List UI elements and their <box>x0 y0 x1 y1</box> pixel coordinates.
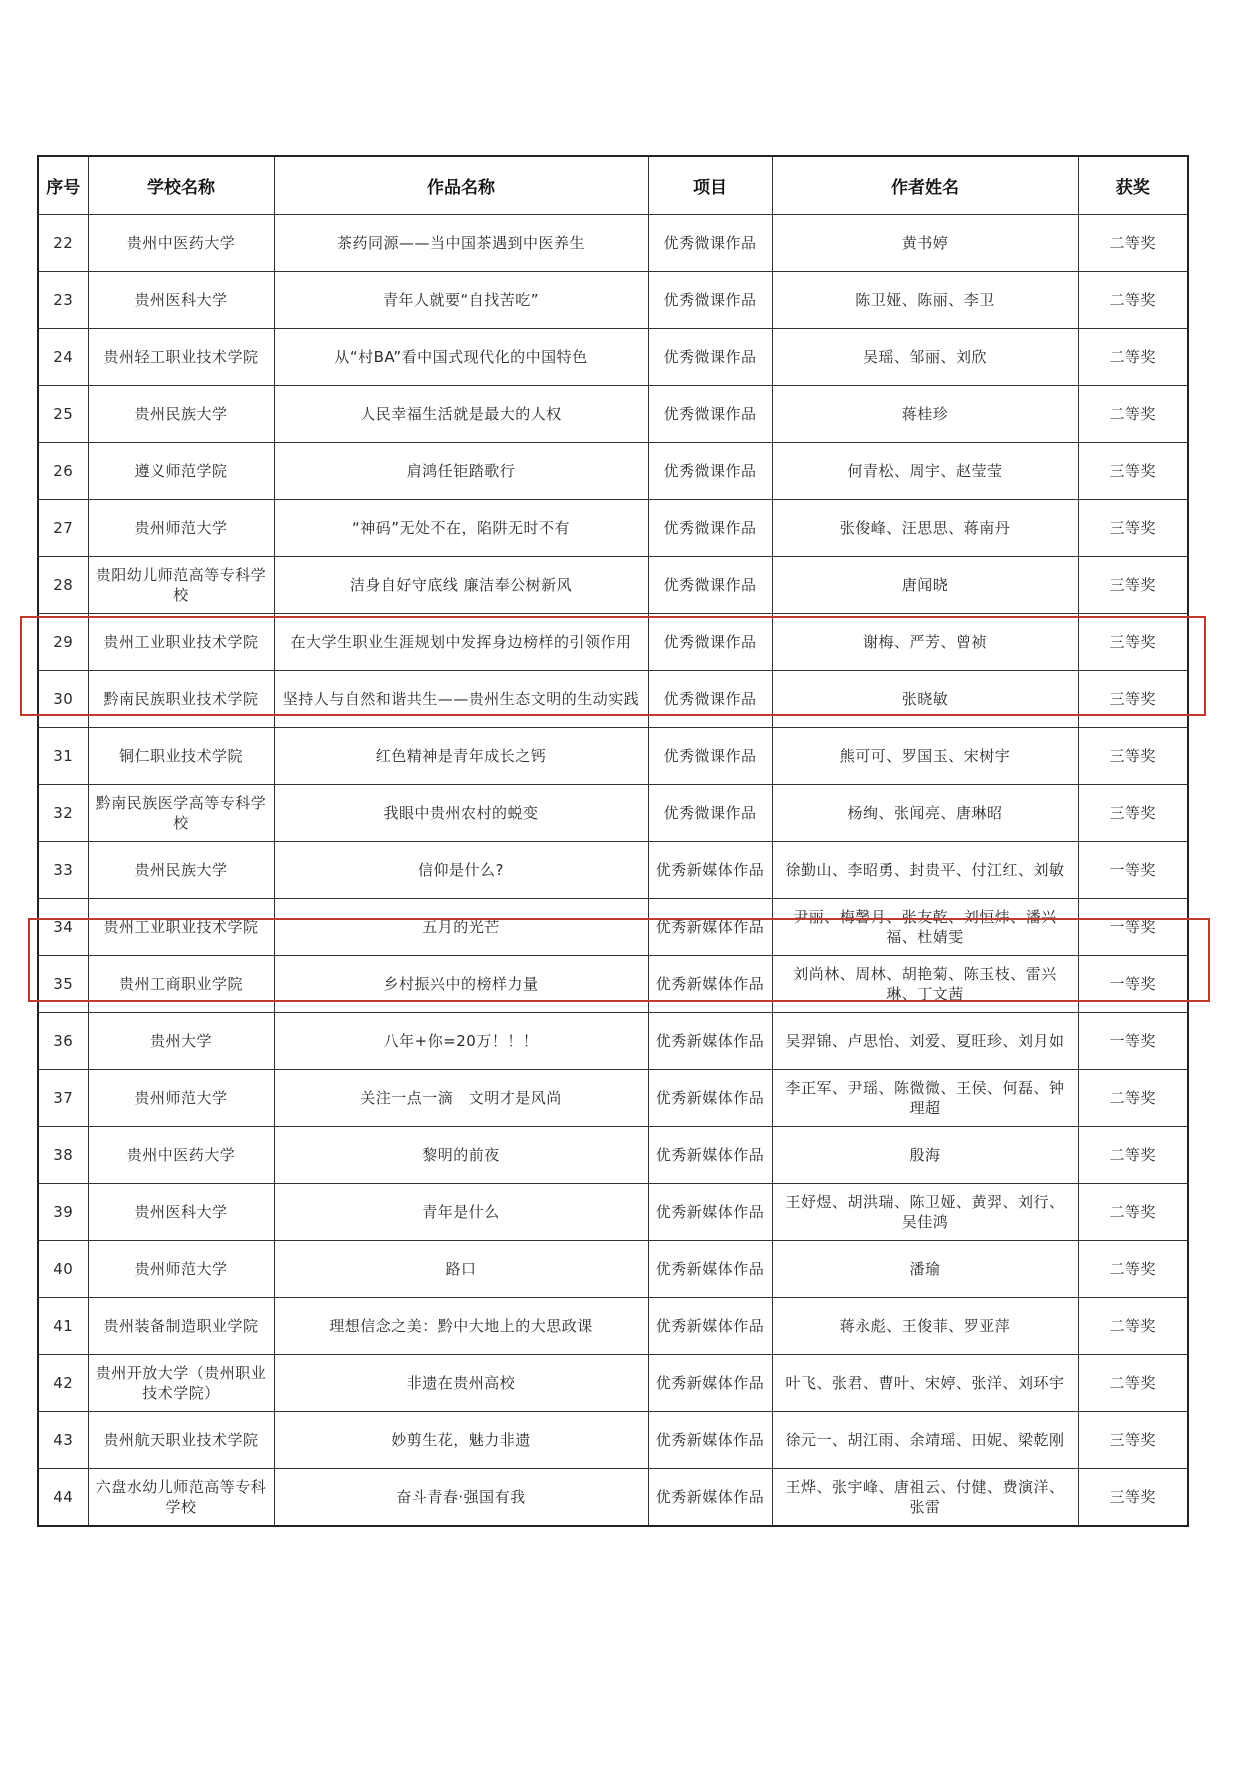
cell-no: 40 <box>38 1241 88 1298</box>
cell-work: 洁身自好守底线 廉洁奉公树新风 <box>274 557 648 614</box>
cell-project: 优秀微课作品 <box>648 671 772 728</box>
cell-authors: 黄书婷 <box>772 215 1078 272</box>
cell-school: 贵州中医药大学 <box>88 215 274 272</box>
table-row <box>38 1013 1188 1070</box>
cell-school: 贵州工业职业技术学院 <box>88 899 274 956</box>
cell-school: 贵州大学 <box>88 1013 274 1070</box>
cell-award: 二等奖 <box>1078 1127 1188 1184</box>
cell-authors: 陈卫娅、陈丽、李卫 <box>772 272 1078 329</box>
cell-authors: 刘尚林、周林、胡艳菊、陈玉枝、雷兴琳、丁文茜 <box>772 956 1078 1013</box>
cell-work: 青年是什么 <box>274 1184 648 1241</box>
cell-award: 三等奖 <box>1078 728 1188 785</box>
cell-award: 一等奖 <box>1078 899 1188 956</box>
cell-award: 二等奖 <box>1078 1070 1188 1127</box>
cell-project: 优秀新媒体作品 <box>648 899 772 956</box>
cell-school: 贵州开放大学（贵州职业技术学院） <box>88 1355 274 1412</box>
header-work: 作品名称 <box>274 156 648 215</box>
cell-no: 24 <box>38 329 88 386</box>
cell-project: 优秀新媒体作品 <box>648 1013 772 1070</box>
header-row <box>38 156 1188 215</box>
cell-project: 优秀微课作品 <box>648 386 772 443</box>
cell-no: 23 <box>38 272 88 329</box>
cell-project: 优秀新媒体作品 <box>648 1184 772 1241</box>
cell-no: 41 <box>38 1298 88 1355</box>
cell-authors: 殷海 <box>772 1127 1078 1184</box>
cell-authors: 张晓敏 <box>772 671 1078 728</box>
cell-no: 38 <box>38 1127 88 1184</box>
cell-no: 42 <box>38 1355 88 1412</box>
cell-authors: 吴羿锦、卢思怡、刘爱、夏旺珍、刘月如 <box>772 1013 1078 1070</box>
cell-authors: 王烨、张宇峰、唐祖云、付健、费演洋、张雷 <box>772 1469 1078 1527</box>
cell-award: 一等奖 <box>1078 1013 1188 1070</box>
cell-school: 贵州民族大学 <box>88 386 274 443</box>
cell-project: 优秀微课作品 <box>648 215 772 272</box>
cell-school: 贵州医科大学 <box>88 272 274 329</box>
cell-work: 奋斗青春·强国有我 <box>274 1469 648 1527</box>
cell-work: 非遗在贵州高校 <box>274 1355 648 1412</box>
cell-work: 八年+你=20万！！！ <box>274 1013 648 1070</box>
cell-authors: 徐勤山、李昭勇、封贵平、付江红、刘敏 <box>772 842 1078 899</box>
cell-authors: 尹丽、梅馨月、张友乾、刘恒炜、潘兴福、杜婧雯 <box>772 899 1078 956</box>
cell-no: 28 <box>38 557 88 614</box>
table-row <box>38 1469 1188 1527</box>
cell-work: 人民幸福生活就是最大的人权 <box>274 386 648 443</box>
cell-award: 一等奖 <box>1078 842 1188 899</box>
cell-project: 优秀微课作品 <box>648 329 772 386</box>
cell-school: 贵州装备制造职业学院 <box>88 1298 274 1355</box>
cell-work: 我眼中贵州农村的蜕变 <box>274 785 648 842</box>
cell-award: 一等奖 <box>1078 956 1188 1013</box>
cell-school: 贵州民族大学 <box>88 842 274 899</box>
table-row <box>38 1355 1188 1412</box>
cell-work: 妙剪生花，魅力非遗 <box>274 1412 648 1469</box>
table-row <box>38 1298 1188 1355</box>
cell-no: 27 <box>38 500 88 557</box>
cell-work: 乡村振兴中的榜样力量 <box>274 956 648 1013</box>
cell-authors: 徐元一、胡江雨、余靖瑶、田妮、梁乾刚 <box>772 1412 1078 1469</box>
header-no: 序号 <box>38 156 88 215</box>
cell-no: 44 <box>38 1469 88 1527</box>
cell-award: 二等奖 <box>1078 1298 1188 1355</box>
cell-project: 优秀新媒体作品 <box>648 1355 772 1412</box>
cell-project: 优秀微课作品 <box>648 443 772 500</box>
table-row <box>38 671 1188 728</box>
cell-project: 优秀新媒体作品 <box>648 1070 772 1127</box>
cell-project: 优秀微课作品 <box>648 557 772 614</box>
cell-work: 坚持人与自然和谐共生——贵州生态文明的生动实践 <box>274 671 648 728</box>
cell-award: 二等奖 <box>1078 1355 1188 1412</box>
cell-no: 35 <box>38 956 88 1013</box>
cell-project: 优秀新媒体作品 <box>648 1469 772 1527</box>
cell-project: 优秀微课作品 <box>648 614 772 671</box>
cell-award: 二等奖 <box>1078 329 1188 386</box>
cell-no: 43 <box>38 1412 88 1469</box>
table-row <box>38 785 1188 842</box>
cell-project: 优秀新媒体作品 <box>648 1412 772 1469</box>
cell-no: 30 <box>38 671 88 728</box>
cell-work: 黎明的前夜 <box>274 1127 648 1184</box>
cell-project: 优秀微课作品 <box>648 728 772 785</box>
table-row <box>38 386 1188 443</box>
cell-authors: 熊可可、罗国玉、宋树宇 <box>772 728 1078 785</box>
table-row <box>38 614 1188 671</box>
cell-authors: 杨绚、张闻亮、唐琳昭 <box>772 785 1078 842</box>
cell-work: 青年人就要“自找苦吃” <box>274 272 648 329</box>
cell-work: 在大学生职业生涯规划中发挥身边榜样的引领作用 <box>274 614 648 671</box>
header-project: 项目 <box>648 156 772 215</box>
table-row <box>38 1127 1188 1184</box>
cell-award: 二等奖 <box>1078 215 1188 272</box>
cell-school: 贵州工商职业学院 <box>88 956 274 1013</box>
cell-no: 37 <box>38 1070 88 1127</box>
cell-award: 三等奖 <box>1078 1469 1188 1527</box>
cell-work: 五月的光芒 <box>274 899 648 956</box>
cell-authors: 吴瑶、邹丽、刘欣 <box>772 329 1078 386</box>
cell-work: 从“村BA”看中国式现代化的中国特色 <box>274 329 648 386</box>
cell-work: 红色精神是青年成长之钙 <box>274 728 648 785</box>
cell-award: 三等奖 <box>1078 500 1188 557</box>
cell-school: 遵义师范学院 <box>88 443 274 500</box>
cell-authors: 蒋永彪、王俊菲、罗亚萍 <box>772 1298 1078 1355</box>
table-row <box>38 443 1188 500</box>
table-row <box>38 956 1188 1013</box>
cell-school: 贵阳幼儿师范高等专科学校 <box>88 557 274 614</box>
table-row <box>38 215 1188 272</box>
cell-school: 贵州轻工职业技术学院 <box>88 329 274 386</box>
cell-no: 34 <box>38 899 88 956</box>
cell-project: 优秀微课作品 <box>648 272 772 329</box>
cell-school: 贵州中医药大学 <box>88 1127 274 1184</box>
cell-school: 贵州医科大学 <box>88 1184 274 1241</box>
cell-work: 信仰是什么? <box>274 842 648 899</box>
cell-authors: 叶飞、张君、曹叶、宋婷、张洋、刘环宇 <box>772 1355 1078 1412</box>
table-row <box>38 1241 1188 1298</box>
cell-school: 贵州师范大学 <box>88 1241 274 1298</box>
cell-school: 贵州师范大学 <box>88 500 274 557</box>
table-row <box>38 728 1188 785</box>
cell-project: 优秀新媒体作品 <box>648 1127 772 1184</box>
awards-table <box>37 155 1189 1527</box>
cell-award: 二等奖 <box>1078 1241 1188 1298</box>
cell-authors: 蒋桂珍 <box>772 386 1078 443</box>
cell-no: 36 <box>38 1013 88 1070</box>
cell-authors: 张俊峰、汪思思、蒋南丹 <box>772 500 1078 557</box>
table-row <box>38 1184 1188 1241</box>
cell-no: 32 <box>38 785 88 842</box>
cell-work: 路口 <box>274 1241 648 1298</box>
table-row <box>38 557 1188 614</box>
header-award: 获奖 <box>1078 156 1188 215</box>
table-row <box>38 842 1188 899</box>
table-row <box>38 500 1188 557</box>
table-row <box>38 899 1188 956</box>
cell-project: 优秀微课作品 <box>648 500 772 557</box>
cell-work: 肩鸿任钜踏歌行 <box>274 443 648 500</box>
cell-school: 贵州航天职业技术学院 <box>88 1412 274 1469</box>
cell-no: 29 <box>38 614 88 671</box>
cell-authors: 李正军、尹瑶、陈微微、王侯、何磊、钟理超 <box>772 1070 1078 1127</box>
cell-no: 31 <box>38 728 88 785</box>
cell-project: 优秀新媒体作品 <box>648 956 772 1013</box>
table-row <box>38 329 1188 386</box>
cell-award: 二等奖 <box>1078 386 1188 443</box>
cell-work: 关注一点一滴 文明才是风尚 <box>274 1070 648 1127</box>
cell-authors: 潘瑜 <box>772 1241 1078 1298</box>
cell-no: 26 <box>38 443 88 500</box>
cell-project: 优秀新媒体作品 <box>648 842 772 899</box>
cell-authors: 谢梅、严芳、曾祯 <box>772 614 1078 671</box>
cell-authors: 王妤煜、胡洪瑞、陈卫娅、黄羿、刘行、吴佳鸿 <box>772 1184 1078 1241</box>
cell-award: 三等奖 <box>1078 557 1188 614</box>
cell-award: 三等奖 <box>1078 671 1188 728</box>
table-row <box>38 1412 1188 1469</box>
cell-award: 三等奖 <box>1078 1412 1188 1469</box>
header-authors: 作者姓名 <box>772 156 1078 215</box>
cell-authors: 唐闻晓 <box>772 557 1078 614</box>
header-school: 学校名称 <box>88 156 274 215</box>
cell-authors: 何青松、周宇、赵莹莹 <box>772 443 1078 500</box>
table-row <box>38 1070 1188 1127</box>
cell-work: “神码”无处不在，陷阱无时不有 <box>274 500 648 557</box>
cell-school: 黔南民族职业技术学院 <box>88 671 274 728</box>
cell-no: 22 <box>38 215 88 272</box>
table-row <box>38 272 1188 329</box>
cell-school: 贵州工业职业技术学院 <box>88 614 274 671</box>
cell-award: 三等奖 <box>1078 443 1188 500</box>
cell-award: 三等奖 <box>1078 785 1188 842</box>
cell-work: 茶药同源——当中国茶遇到中医养生 <box>274 215 648 272</box>
cell-work: 理想信念之美：黔中大地上的大思政课 <box>274 1298 648 1355</box>
cell-no: 33 <box>38 842 88 899</box>
cell-school: 贵州师范大学 <box>88 1070 274 1127</box>
cell-no: 39 <box>38 1184 88 1241</box>
cell-no: 25 <box>38 386 88 443</box>
cell-school: 六盘水幼儿师范高等专科学校 <box>88 1469 274 1527</box>
cell-award: 二等奖 <box>1078 272 1188 329</box>
cell-project: 优秀微课作品 <box>648 785 772 842</box>
cell-award: 二等奖 <box>1078 1184 1188 1241</box>
cell-school: 铜仁职业技术学院 <box>88 728 274 785</box>
cell-award: 三等奖 <box>1078 614 1188 671</box>
cell-project: 优秀新媒体作品 <box>648 1241 772 1298</box>
cell-project: 优秀新媒体作品 <box>648 1298 772 1355</box>
cell-school: 黔南民族医学高等专科学校 <box>88 785 274 842</box>
